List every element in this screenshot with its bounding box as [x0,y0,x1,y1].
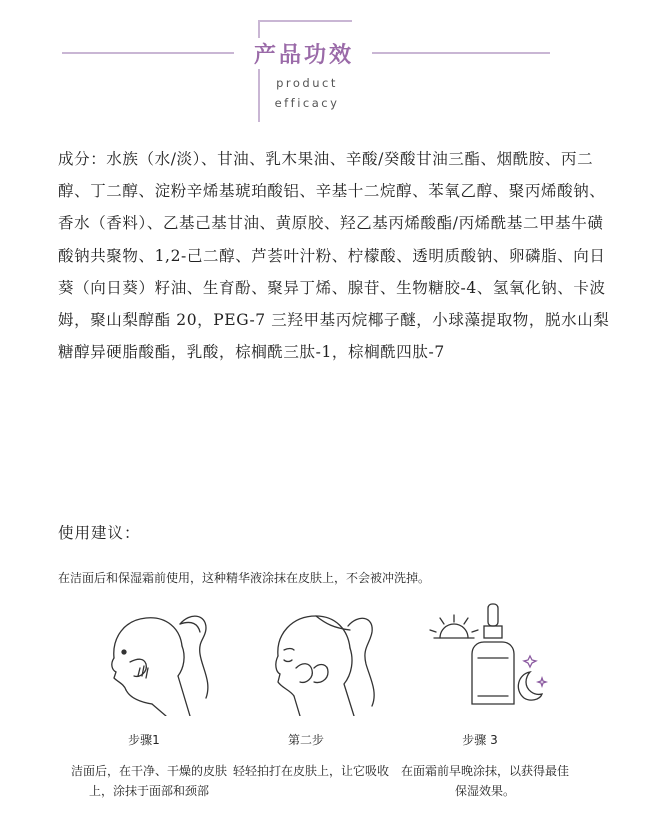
step3-label: 步骤 3 [462,733,498,747]
usage-intro: 在洁面后和保湿霜前使用，这种精华液涂抹在皮肤上，不会被冲洗掉。 [58,571,431,585]
step2-label: 第二步 [287,733,324,747]
step1-description: 洁面后，在干净、干燥的皮肤上，涂抹于面部和颈部 [70,764,227,798]
step3-serum-bottle-illustration [414,598,554,716]
section-title: 产品功效 [244,38,364,69]
usage-title: 使用建议： [58,524,141,542]
step1-face-illustration [94,598,234,716]
header-right-rule [372,52,550,54]
header-left-rule [62,52,234,54]
section-subtitle-line1: product [276,76,338,90]
step1-label: 步骤1 [128,733,160,747]
ingredients-text: 成分：水族（水/淡）、甘油、乳木果油、辛酸/癸酸甘油三酯、烟酰胺、丙二醇、丁二醇、淀粉辛烯基琥珀酸铝、辛基十二烷醇、苯氧乙醇、聚丙烯酸钠、香水（香料）、乙基己基甘油、黄原胶、羟乙基丙烯酸酯/丙烯酰基二甲基牛磺酸钠共聚物、1,2-己二醇、芦荟叶汁粉、柠檬酸、透明质酸钠、卵磷脂、向日葵（向日葵）籽油、生育酚、聚异丁烯、腺苷、生物糖胶-4、氢氧化钠、卡波姆，聚山梨醇酯 20，PEG-7 三羟甲基丙烷椰子醚，小球藻提取物，脱水山梨糖醇异硬脂酸酯，乳酸，棕榈酰三肽-1，棕榈酰四肽-7 [58,150,610,362]
step3-description: 在面霜前早晚涂抹，以获得最佳保湿效果。 [400,764,569,798]
step2-description: 轻轻拍打在皮肤上，让它吸收 [232,764,389,778]
section-subtitle-line2: efficacy [274,96,340,110]
step2-face-illustration [254,598,394,716]
